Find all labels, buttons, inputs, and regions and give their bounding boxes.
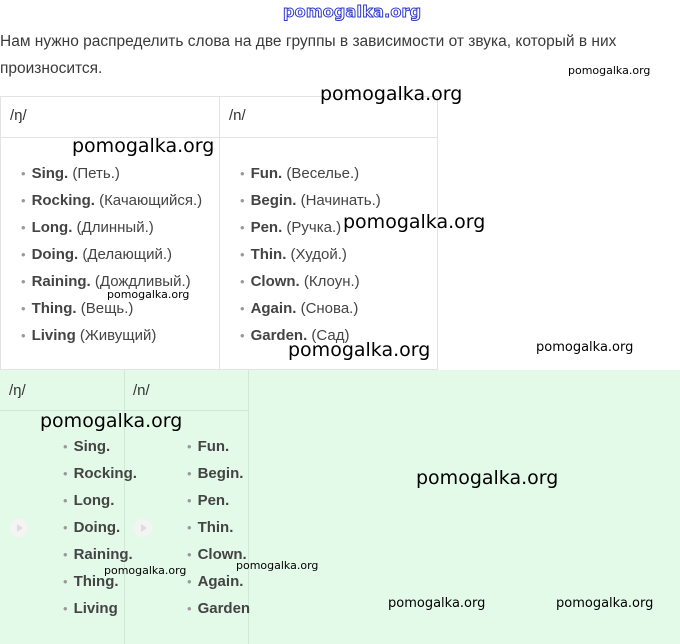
watermark: pomogalka.org: [104, 564, 187, 577]
list-item: • Garden. (Сад): [240, 322, 438, 349]
list-item: • Begin. (Начинать.): [240, 187, 438, 214]
watermark: pomogalka.org: [388, 596, 486, 611]
list-item: • Living (Живущий): [21, 322, 219, 349]
column-header-ng: /ŋ/: [9, 382, 26, 399]
watermark: pomogalka.org: [236, 559, 319, 572]
list-item: • Rocking. (Качающийся.): [21, 187, 219, 214]
list-item: • Thing. (Вещь.): [21, 295, 219, 322]
words-table: [0, 96, 438, 370]
list-item: • Living: [63, 595, 137, 622]
watermark: pomogalka.org: [288, 339, 431, 361]
list-item: • Again.: [187, 568, 250, 595]
word-list-ng: [1, 138, 219, 349]
watermark: pomogalka.org: [536, 340, 634, 355]
list-item: • Thing.: [63, 568, 137, 595]
list-item: • Long. (Длинный.): [21, 214, 219, 241]
watermark: pomogalka.org: [343, 211, 486, 233]
watermark: pomogalka.org: [568, 64, 651, 77]
play-icon[interactable]: [10, 519, 28, 537]
list-item: • Doing.: [63, 514, 137, 541]
watermark: pomogalka.org: [72, 135, 215, 157]
list-item: • Garden: [187, 595, 250, 622]
list-item: • Thin.: [187, 514, 250, 541]
list-item: • Sing.: [63, 433, 137, 460]
watermark: pomogalka.org: [40, 410, 183, 432]
intro-text: Нам нужно распределить слова на две группы в зависимости от звука, который в них произносится.: [0, 33, 617, 77]
list-item: • Thin. (Худой.): [240, 241, 438, 268]
watermark: pomogalka.org: [416, 467, 559, 489]
column-header-n: /n/: [133, 382, 150, 399]
list-item: • Long.: [63, 487, 137, 514]
list-item: • Rocking.: [63, 460, 137, 487]
list-item: • Fun. (Веселье.): [240, 160, 438, 187]
watermark: pomogalka.org: [107, 288, 190, 301]
watermark: pomogalka.org: [320, 83, 463, 105]
list-item: • Sing. (Петь.): [21, 160, 219, 187]
list-item: • Clown.: [187, 541, 250, 568]
list-item: • Clown. (Клоун.): [240, 268, 438, 295]
list-item: • Doing. (Делающий.): [21, 241, 219, 268]
word-list-n: [220, 138, 438, 349]
column-header-n: /n/: [220, 97, 438, 138]
list-item: • Pen. (Ручка.): [240, 214, 438, 241]
list-item: • Fun.: [187, 433, 250, 460]
list-item: • Raining. (Дождливый.): [21, 268, 219, 295]
word-list-ng: [63, 433, 137, 622]
watermark: pomogalka.org: [556, 596, 654, 611]
list-item: • Raining.: [63, 541, 137, 568]
list-item: • Begin.: [187, 460, 250, 487]
list-item: • Again. (Снова.): [240, 295, 438, 322]
column-header-ng: /ŋ/: [1, 97, 219, 138]
site-logo-text[interactable]: pomogalka.org: [283, 2, 422, 21]
column-n: [220, 97, 438, 369]
word-list-n: [187, 433, 250, 622]
list-item: • Pen.: [187, 487, 250, 514]
